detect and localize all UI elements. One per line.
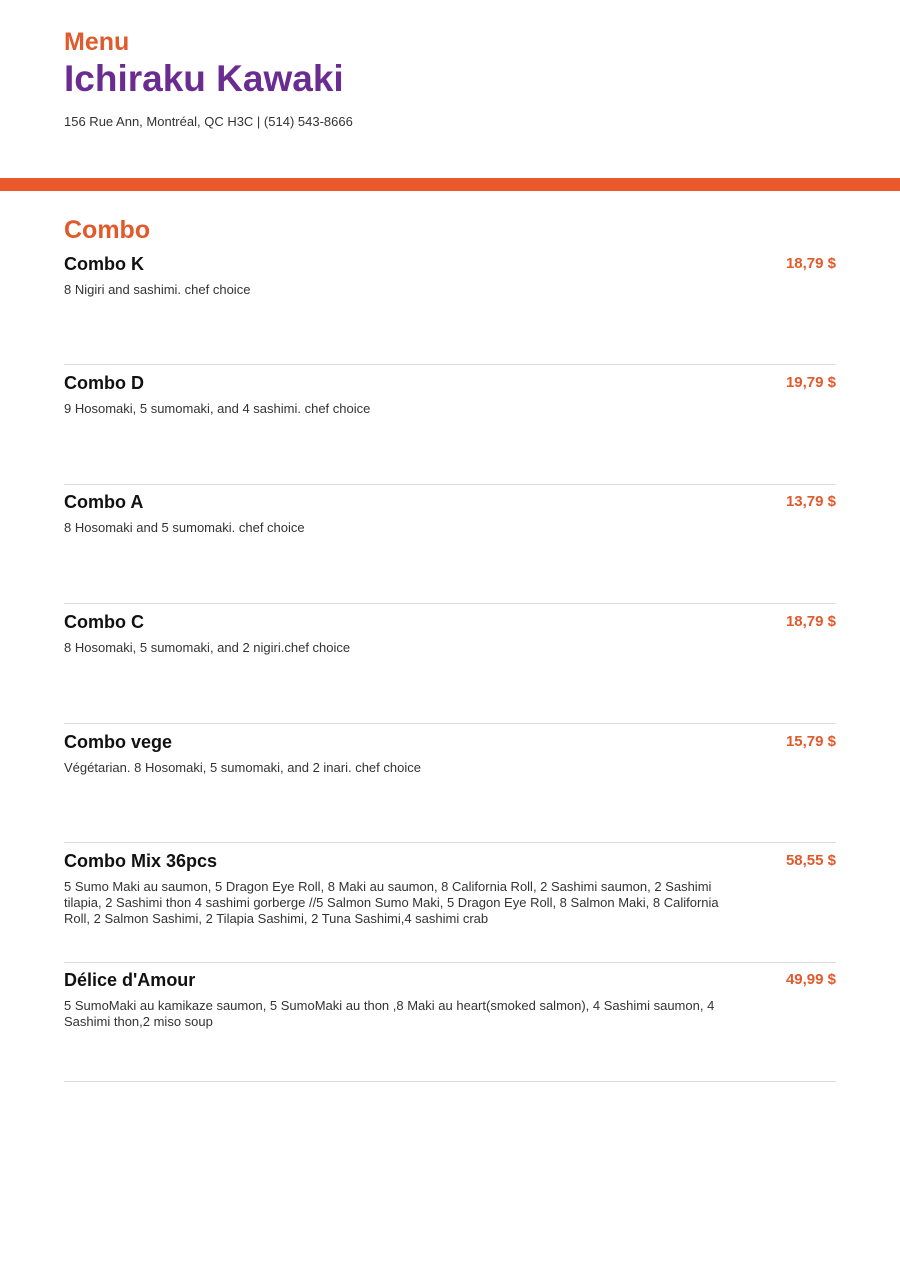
menu-item-price: 58,55 $: [785, 852, 836, 869]
menu-item-price: 15,79 $: [785, 733, 836, 750]
menu-item-name: Combo A: [64, 492, 144, 512]
menu-item-description: 8 Nigiri and sashimi. chef choice: [64, 282, 251, 297]
menu-item-name: Combo K: [64, 254, 144, 274]
menu-item-price: 19,79 $: [785, 374, 836, 391]
item-divider: [64, 962, 836, 963]
menu-item-name: Combo D: [64, 373, 144, 393]
restaurant-name: Ichiraku Kawaki: [64, 58, 344, 99]
menu-item-price: 13,79 $: [785, 493, 836, 510]
menu-item-description: 9 Hosomaki, 5 sumomaki, and 4 sashimi. chef choice: [64, 401, 371, 416]
menu-item-price: 49,99 $: [785, 971, 836, 988]
menu-item-name: Combo C: [64, 612, 144, 632]
restaurant-address: 156 Rue Ann, Montréal, QC H3C | (514) 543-8666: [64, 114, 353, 129]
item-divider: [64, 603, 836, 604]
menu-item-description: Végétarian. 8 Hosomaki, 5 sumomaki, and 2 inari. chef choice: [64, 760, 421, 775]
menu-item-price: 18,79 $: [785, 255, 836, 272]
item-divider: [64, 842, 836, 843]
menu-item-name: Combo vege: [64, 732, 173, 752]
menu-item-price: 18,79 $: [785, 613, 836, 630]
item-divider: [64, 1081, 836, 1082]
item-divider: [64, 364, 836, 365]
accent-bar: [0, 178, 900, 191]
menu-label: Menu: [64, 28, 130, 56]
menu-item-description: 8 Hosomaki and 5 sumomaki. chef choice: [64, 520, 305, 535]
section-title: Combo: [64, 216, 151, 244]
item-divider: [64, 723, 836, 724]
menu-item-name: Combo Mix 36pcs: [64, 851, 218, 871]
menu-item-description: 5 Sumo Maki au saumon, 5 Dragon Eye Roll, 8 Maki au saumon, 8 California Roll, 2 Sashimi saumon, 2 Sashimi tilapia, 2 Sashimi thon 4 sashimi gorberge //5 Salmon Sumo Maki, 5 Dragon Eye Roll, 8 Salmon Maki, 8 California Roll, 2 Salmon Sashimi, 2 Tilapia Sashimi, 2 Tuna Sashimi,4 sashimi crab: [64, 879, 719, 926]
item-divider: [64, 484, 836, 485]
menu-item-description: 5 SumoMaki au kamikaze saumon, 5 SumoMaki au thon ,8 Maki au heart(smoked salmon), 4 Sashimi saumon, 4 Sashimi thon,2 miso soup: [64, 998, 715, 1029]
menu-item-name: Délice d'Amour: [64, 970, 196, 990]
menu-item-description: 8 Hosomaki, 5 sumomaki, and 2 nigiri.chef choice: [64, 640, 351, 655]
